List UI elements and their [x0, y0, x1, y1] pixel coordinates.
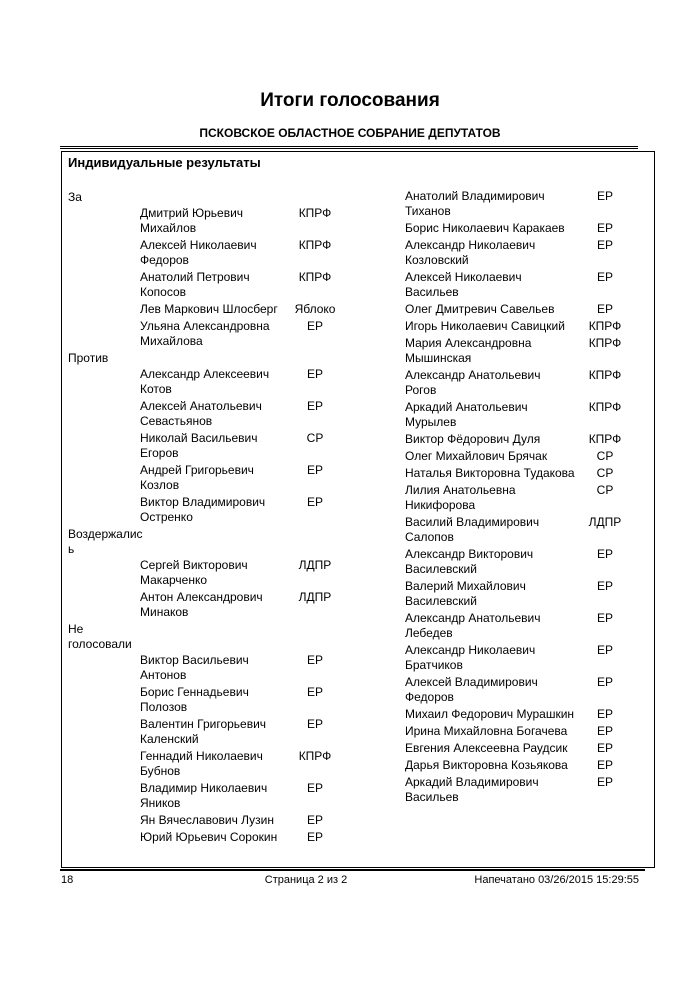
deputy-party: ЕР: [306, 685, 323, 699]
deputy-name: Александр Николаевич Братчиков: [405, 643, 536, 672]
deputy-party: КПРФ: [588, 400, 622, 414]
deputy-row: [405, 432, 649, 447]
section-title: Индивидуальные результаты: [68, 155, 261, 170]
deputy-row: [140, 206, 405, 236]
deputy-row: [405, 319, 649, 334]
results-column-right: [405, 189, 649, 847]
deputy-row: [140, 302, 405, 317]
vote-category-label: Не голосовали: [68, 622, 132, 651]
vote-category-label: За: [68, 190, 82, 204]
deputy-name: Александр Анатольевич Лебедев: [405, 611, 541, 640]
deputy-name: Алексей Николаевич Федоров: [140, 238, 257, 267]
deputy-row: [405, 758, 649, 773]
deputy-name: Олег Дмитревич Савельев: [405, 302, 555, 316]
deputy-name: Лилия Анатольевна Никифорова: [405, 483, 516, 512]
deputy-party: ЕР: [306, 717, 323, 731]
page-footer: [61, 874, 639, 888]
deputy-name: Михаил Федорович Мурашкин: [405, 707, 575, 721]
deputy-name: Юрий Юрьевич Сорокин: [140, 830, 278, 844]
deputy-name: Василий Владимирович Салопов: [405, 515, 540, 544]
deputy-name: Ирина Михайловна Богачева: [405, 724, 568, 738]
deputy-row: [140, 270, 405, 300]
deputy-row: [140, 653, 405, 683]
deputy-row: [405, 189, 649, 219]
deputy-name: Борис Николаевич Каракаев: [405, 221, 565, 235]
deputy-party: ЕР: [596, 547, 613, 561]
deputy-row: [405, 270, 649, 300]
footer-divider: [60, 869, 645, 871]
deputy-party: КПРФ: [588, 368, 622, 382]
deputy-party: СР: [306, 431, 324, 445]
deputy-party: ЕР: [596, 758, 613, 772]
deputy-name: Антон Александрович Минаков: [140, 590, 263, 619]
deputy-row: [140, 813, 405, 828]
results-column-left: [68, 189, 405, 847]
deputy-row: [405, 515, 649, 545]
deputy-row: [405, 579, 649, 609]
deputy-name: Алексей Николаевич Васильев: [405, 270, 522, 299]
deputy-row: [140, 749, 405, 779]
deputy-party: ЕР: [596, 675, 613, 689]
deputy-row: [140, 319, 405, 349]
printed-timestamp: Напечатано 03/26/2015 15:29:55: [474, 874, 639, 886]
deputy-party: СР: [596, 466, 614, 480]
deputy-name: Аркадий Владимирович Васильев: [405, 775, 539, 804]
deputy-row: [405, 611, 649, 641]
deputy-party: ЕР: [596, 707, 613, 721]
deputy-party: ЕР: [306, 781, 323, 795]
deputy-name: Александр Алексеевич Котов: [140, 367, 270, 396]
deputy-row: [405, 449, 649, 464]
deputy-party: КПРФ: [298, 238, 332, 252]
deputy-party: ЕР: [596, 775, 613, 789]
deputy-party: ЕР: [306, 830, 323, 844]
individual-results-box: [61, 151, 655, 868]
deputy-party: ЕР: [596, 741, 613, 755]
deputy-name: Ян Вячеславович Лузин: [140, 813, 275, 827]
deputy-party: ЕР: [306, 495, 323, 509]
deputy-name: Валентин Григорьевич Каленский: [140, 717, 267, 746]
deputy-row: [405, 675, 649, 705]
deputy-party: ЛДПР: [588, 515, 622, 529]
deputy-party: КПРФ: [588, 319, 622, 333]
deputy-party: ЕР: [596, 238, 613, 252]
deputy-party: ЕР: [596, 611, 613, 625]
deputy-name: Виктор Васильевич Антонов: [140, 653, 249, 682]
deputy-name: Мария Александровна Мышинская: [405, 336, 532, 365]
header-divider: [60, 146, 638, 149]
deputy-row: [405, 400, 649, 430]
deputy-row: [405, 724, 649, 739]
deputy-name: Евгения Алексеевна Раудсик: [405, 741, 568, 755]
deputy-party: ЕР: [306, 463, 323, 477]
deputy-row: [140, 685, 405, 715]
deputy-name: Валерий Михайлович Василевский: [405, 579, 526, 608]
deputy-row: [140, 558, 405, 588]
deputy-row: [405, 238, 649, 268]
deputy-name: Аркадий Анатольевич Мурылев: [405, 400, 528, 429]
deputy-row: [405, 221, 649, 236]
deputy-row: [405, 643, 649, 673]
deputy-row: [140, 830, 405, 845]
deputy-party: ЕР: [596, 270, 613, 284]
deputy-row: [140, 495, 405, 525]
deputy-name: Виктор Фёдорович Дуля: [405, 432, 541, 446]
deputy-name: Александр Николаевич Козловский: [405, 238, 536, 267]
report-subtitle: ПСКОВСКОЕ ОБЛАСТНОЕ СОБРАНИЕ ДЕПУТАТОВ: [199, 126, 501, 140]
deputy-row: [140, 367, 405, 397]
deputy-party: ЕР: [306, 367, 323, 381]
deputy-name: Ульяна Александровна Михайлова: [140, 319, 270, 348]
deputy-party: ЕР: [596, 221, 613, 235]
deputy-name: Анатолий Владимирович Тиханов: [405, 189, 545, 218]
deputy-party: ЕР: [596, 643, 613, 657]
deputy-party: КПРФ: [298, 206, 332, 220]
deputy-party: ЕР: [306, 319, 323, 333]
deputy-party: ЕР: [306, 653, 323, 667]
deputy-row: [140, 463, 405, 493]
deputy-row: [405, 741, 649, 756]
deputy-row: [140, 238, 405, 268]
deputy-name: Наталья Викторовна Тудакова: [405, 466, 575, 480]
deputy-row: [405, 466, 649, 481]
deputy-party: КПРФ: [298, 749, 332, 763]
deputy-name: Дмитрий Юрьевич Михайлов: [140, 206, 244, 235]
deputy-party: ЕР: [306, 813, 323, 827]
deputy-row: [405, 547, 649, 577]
vote-number: 18: [61, 874, 74, 886]
deputy-name: Борис Геннадьевич Полозов: [140, 685, 249, 714]
deputy-name: Виктор Владимирович Остренко: [140, 495, 266, 524]
deputy-name: Алексей Анатольевич Севастьянов: [140, 399, 262, 428]
deputy-name: Лев Маркович Шлосберг: [140, 302, 278, 316]
deputy-party: КПРФ: [298, 270, 332, 284]
deputy-row: [405, 775, 649, 805]
deputy-row: [140, 431, 405, 461]
deputy-party: ЛДПР: [298, 558, 332, 572]
deputy-name: Дарья Викторовна Козьякова: [405, 758, 568, 772]
deputy-party: КПРФ: [588, 432, 622, 446]
deputy-name: Николай Васильевич Егоров: [140, 431, 258, 460]
deputy-name: Владимир Николаевич Яников: [140, 781, 268, 810]
deputy-row: [140, 590, 405, 620]
deputy-row: [140, 781, 405, 811]
report-title: Итоги голосования: [260, 90, 440, 111]
deputy-name: Алексей Владимирович Федоров: [405, 675, 538, 704]
deputy-name: Александр Викторович Василевский: [405, 547, 534, 576]
deputy-name: Сергей Викторович Макарченко: [140, 558, 248, 587]
deputy-party: СР: [596, 449, 614, 463]
results-columns: [68, 189, 654, 847]
deputy-name: Александр Анатольевич Рогов: [405, 368, 541, 397]
deputy-party: ЕР: [596, 189, 613, 203]
deputy-party: Яблоко: [294, 302, 336, 316]
deputy-name: Игорь Николаевич Савицкий: [405, 319, 565, 333]
deputy-row: [405, 707, 649, 722]
deputy-party: СР: [596, 483, 614, 497]
page-indicator: Страница 2 из 2: [264, 874, 348, 886]
deputy-name: Олег Михайлович Брячак: [405, 449, 548, 463]
deputy-row: [405, 336, 649, 366]
deputy-party: ЕР: [596, 724, 613, 738]
deputy-row: [140, 399, 405, 429]
deputy-row: [405, 483, 649, 513]
deputy-party: ЛДПР: [298, 590, 332, 604]
deputy-row: [140, 717, 405, 747]
deputy-row: [405, 368, 649, 398]
deputy-party: ЕР: [596, 302, 613, 316]
deputy-name: Андрей Григорьевич Козлов: [140, 463, 254, 492]
deputy-party: КПРФ: [588, 336, 622, 350]
vote-category-label: Против: [68, 351, 109, 365]
deputy-party: ЕР: [306, 399, 323, 413]
deputy-name: Геннадий Николаевич Бубнов: [140, 749, 263, 778]
deputy-row: [405, 302, 649, 317]
vote-category-label: Воздержались: [68, 527, 143, 556]
deputy-party: ЕР: [596, 579, 613, 593]
deputy-name: Анатолий Петрович Копосов: [140, 270, 250, 299]
